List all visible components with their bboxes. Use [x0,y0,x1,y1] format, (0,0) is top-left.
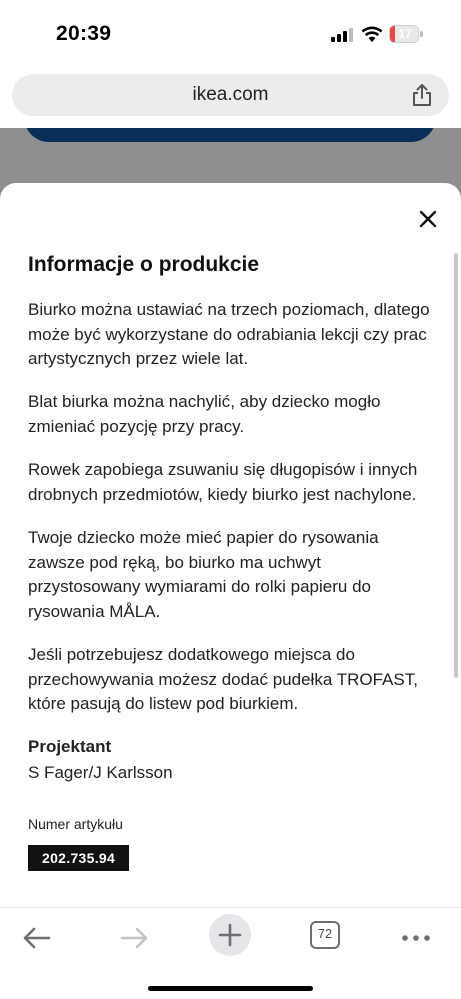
address-bar[interactable] [12,74,449,116]
scrollbar[interactable] [454,253,458,678]
home-indicator [148,986,313,991]
share-icon[interactable] [411,83,433,107]
product-paragraph: Twoje dziecko może mieć papier do rysowania zawsze pod ręką, bo biurko ma uchwyt przystosowany wymiarami do rolki papieru do rysowania MÅLA. [28,528,379,621]
designer-value: S Fager/J Karlsson [28,763,173,782]
battery-icon [389,25,423,43]
designer-label: Projektant [28,737,112,756]
background-button [24,128,436,142]
browser-toolbar [0,907,461,999]
status-time: 20:39 [56,22,112,45]
article-number-badge: 202.735.94 [28,845,129,871]
browser-address-area [0,66,461,128]
product-paragraph: Jeśli potrzebujesz dodatkowego miejsca do przechowywania możesz dodać pudełka TROFAST, które pasują do listew pod biurkiem. [28,645,418,713]
status-bar [0,0,461,66]
product-paragraph: Biurko można ustawiać na trzech poziomach, dlatego może być wykorzystane do odrabiania lekcji czy prac artystycznych przez wiele lat. [28,300,430,368]
close-icon[interactable] [416,207,440,231]
article-number-label: Numer artykułu [28,816,123,832]
product-info-sheet [0,183,461,907]
battery-level: 17 [398,27,412,41]
wifi-icon [361,25,383,43]
product-paragraph: Blat biurka można nachylić, aby dziecko mogło zmieniać pozycję przy pracy. [28,392,381,436]
tabs-button[interactable] [310,921,342,951]
new-tab-button[interactable] [209,914,251,956]
cellular-signal-icon [331,28,355,42]
url-text[interactable]: ikea.com [192,84,269,105]
sheet-title: Informacje o produkcie [28,253,260,276]
product-paragraph: Rowek zapobiega zsuwaniu się długopisów i innych drobnych przedmiotów, kiedy biurko jest nachylone. [28,460,418,504]
plus-icon [209,914,251,956]
arrow-right-icon[interactable] [114,918,154,958]
arrow-left-icon[interactable] [17,918,57,958]
tab-count: 72 [317,926,333,941]
more-icon[interactable] [396,918,436,958]
